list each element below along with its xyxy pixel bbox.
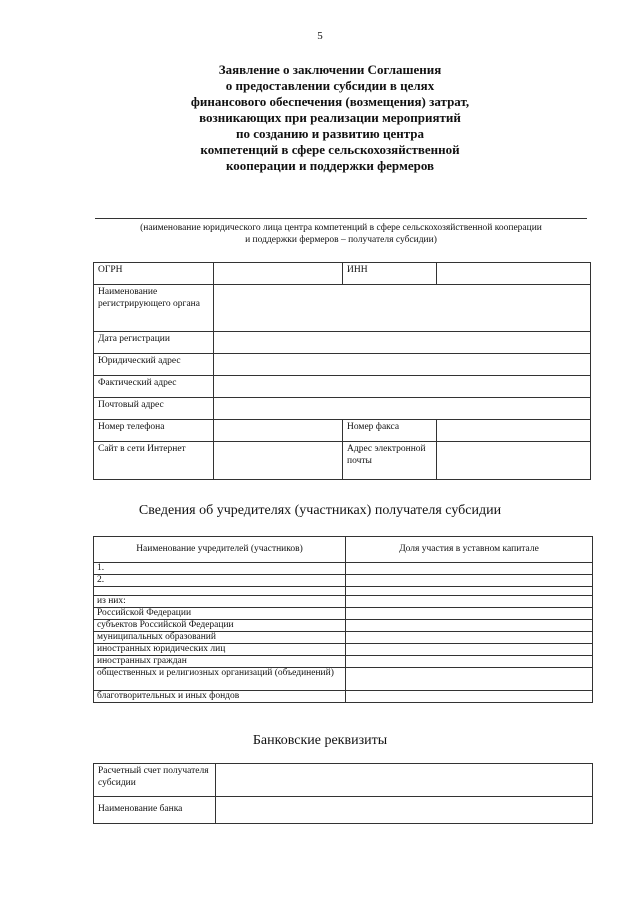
table-row	[94, 420, 591, 442]
table-row	[94, 587, 593, 596]
share-field[interactable]	[346, 587, 593, 596]
table-row	[94, 376, 591, 398]
postal-address-field[interactable]	[214, 398, 591, 420]
recipient-name-caption	[95, 222, 587, 246]
col-header-share: Доля участия в уставном капитале	[346, 537, 593, 563]
table-row	[94, 620, 593, 632]
table-row	[94, 575, 593, 587]
registration-date-label: Дата регистрации	[94, 332, 214, 354]
title-line: о предоставлении субсидии в целях	[225, 78, 435, 93]
legal-address-label: Юридический адрес	[94, 354, 214, 376]
share-field[interactable]	[346, 656, 593, 668]
share-field[interactable]	[346, 668, 593, 691]
ogrn-label: ОГРН	[94, 263, 214, 285]
table-row	[94, 797, 593, 824]
founders-section-title: Сведения об учредителях (участниках) получателя субсидии	[138, 503, 502, 518]
category-label: субъектов Российской Федерации	[94, 620, 346, 632]
caption-line: и поддержки фермеров – получателя субсидии)	[245, 235, 437, 245]
table-row	[94, 632, 593, 644]
phone-label: Номер телефона	[94, 420, 214, 442]
page-number: 5	[317, 30, 323, 42]
fax-label: Номер факса	[343, 420, 437, 442]
actual-address-field[interactable]	[214, 376, 591, 398]
share-field[interactable]	[346, 563, 593, 575]
col-header-name: Наименование учредителей (участников)	[94, 537, 346, 563]
founders-table	[93, 536, 593, 703]
table-row	[94, 656, 593, 668]
share-field[interactable]	[346, 575, 593, 587]
table-row	[94, 608, 593, 620]
share-field[interactable]	[346, 596, 593, 608]
table-row	[94, 285, 591, 332]
title-line: Заявление о заключении Соглашения	[218, 62, 442, 77]
category-label: иностранных юридических лиц	[94, 644, 346, 656]
bank-name-field[interactable]	[216, 797, 593, 824]
legal-address-field[interactable]	[214, 354, 591, 376]
title-line: финансового обеспечения (возмещения) затрат,	[190, 94, 470, 109]
share-field[interactable]	[346, 691, 593, 703]
table-row	[94, 563, 593, 575]
title-line: компетенций в сфере сельскохозяйственной	[200, 142, 460, 157]
table-row	[94, 332, 591, 354]
document-title	[150, 62, 510, 174]
table-row	[94, 263, 591, 285]
table-row	[94, 644, 593, 656]
category-label: общественных и религиозных организаций (объединений)	[94, 668, 346, 691]
title-line: возникающих при реализации мероприятий	[199, 110, 461, 125]
table-header-row	[94, 537, 593, 563]
category-label: иностранных граждан	[94, 656, 346, 668]
table-row	[94, 354, 591, 376]
bank-section-title: Банковские реквизиты	[252, 733, 388, 748]
registering-body-label: Наименование регистрирующего органа	[94, 285, 214, 332]
title-line: по созданию и развитию центра	[235, 126, 425, 141]
share-field[interactable]	[346, 644, 593, 656]
table-row	[94, 764, 593, 797]
table-row	[94, 442, 591, 480]
table-row	[94, 398, 591, 420]
website-field[interactable]	[214, 442, 343, 480]
category-label: благотворительных и иных фондов	[94, 691, 346, 703]
share-field[interactable]	[346, 608, 593, 620]
account-field[interactable]	[216, 764, 593, 797]
fax-field[interactable]	[437, 420, 591, 442]
postal-address-label: Почтовый адрес	[94, 398, 214, 420]
registering-body-field[interactable]	[214, 285, 591, 332]
inn-field[interactable]	[437, 263, 591, 285]
founder-number: 1.	[94, 563, 346, 575]
category-label: Российской Федерации	[94, 608, 346, 620]
inn-label: ИНН	[343, 263, 437, 285]
caption-line: (наименование юридического лица центра компетенций в сфере сельскохозяйственной кооперации	[140, 223, 542, 233]
email-label: Адрес электронной почты	[343, 442, 437, 480]
phone-field[interactable]	[214, 420, 343, 442]
organization-info-table	[93, 262, 591, 480]
share-field[interactable]	[346, 632, 593, 644]
actual-address-label: Фактический адрес	[94, 376, 214, 398]
table-row	[94, 668, 593, 691]
of-which-label: из них:	[94, 596, 346, 608]
table-row	[94, 596, 593, 608]
account-label: Расчетный счет получателя субсидии	[94, 764, 216, 797]
bank-name-label: Наименование банка	[94, 797, 216, 824]
title-line: кооперации и поддержки фермеров	[225, 158, 435, 173]
founder-number: 2.	[94, 575, 346, 587]
category-label: муниципальных образований	[94, 632, 346, 644]
recipient-name-line[interactable]	[95, 218, 587, 219]
founder-name-field[interactable]	[94, 587, 346, 596]
ogrn-field[interactable]	[214, 263, 343, 285]
registration-date-field[interactable]	[214, 332, 591, 354]
table-row	[94, 691, 593, 703]
website-label: Сайт в сети Интернет	[94, 442, 214, 480]
bank-details-table	[93, 763, 593, 824]
email-field[interactable]	[437, 442, 591, 480]
share-field[interactable]	[346, 620, 593, 632]
